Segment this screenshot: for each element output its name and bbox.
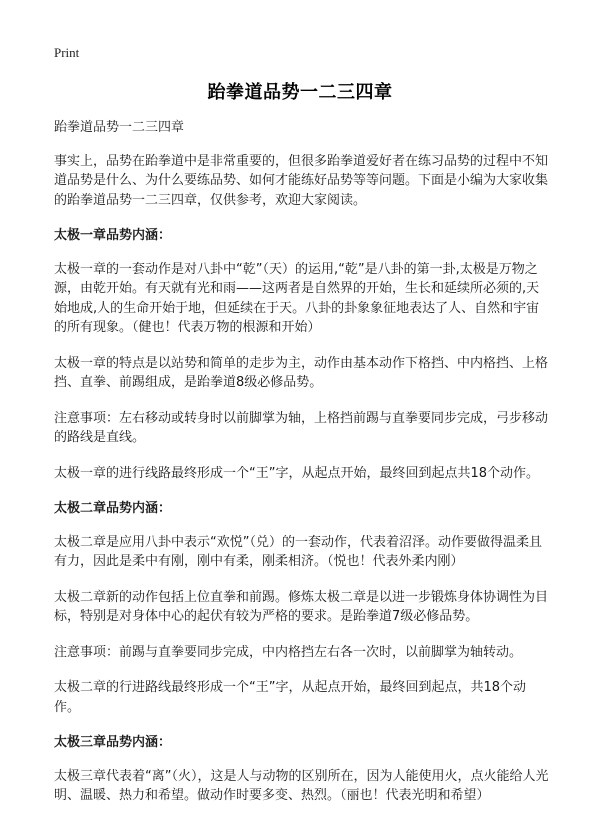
paragraph: 太极三章代表着“离”（火），这是人与动物的区别所在，因为人能使用火，点火能给人光明、温暖、热力和希望。做动作时要多变、热烈。（丽也！代表光明和希望） — [54, 768, 549, 803]
paragraph: 太极二章新的动作包括上位直拳和前踢。修炼太极二章是以进一步锻炼身体协调性为目标，特别是对身体中心的起伏有较为严格的要求。是跆拳道7级必修品势。 — [54, 589, 549, 624]
section-heading-3: 太极三章品势内涵： — [54, 735, 172, 750]
paragraph: 太极二章的行进路线最终形成一个“王”字，从起点开始，最终回到起点，共18个动作。 — [54, 680, 527, 715]
intro-paragraph: 事实上，品势在跆拳道中是非常重要的，但很多跆拳道爱好者在练习品势的过程中不知道品势是什么、为什么要练品势、如何才能练好品势等等问题。下面是小编为大家收集的跆拳道品势一二三四章，仅供参考，欢迎大家阅读。 — [54, 153, 549, 208]
paragraph: 太极二章是应用八卦中表示“欢悦”（兑）的一套动作，代表着沼泽。动作要做得温柔且有力，因此是柔中有刚，刚中有柔，刚柔相济。（悦也！代表外柔内刚） — [54, 534, 542, 569]
page-title: 跆拳道品势一二三四章 — [207, 82, 393, 103]
paragraph: 太极一章的一套动作是对八卦中“乾”（天）的运用,“乾”是八卦的第一卦,太极是万物之源，由乾开始。有天就有光和雨——这两者是自然界的开始，生长和延续所必须的,天始地成,人的生命开始于地，但延续在于天。八卦的卦象象征地表达了人、自然和宇宙的所有现象。（健也！代表万物的根源和开始） — [54, 261, 540, 335]
paragraph: 太极一章的进行线路最终形成一个“王”字，从起点开始，最终回到起点共18个动作。 — [54, 465, 540, 481]
article-subtitle: 跆拳道品势一二三四章 — [54, 120, 185, 135]
paragraph: 注意事项：左右移动或转身时以前脚掌为轴，上格挡前踢与直拳要同步完成，弓步移动的路线是直线。 — [54, 410, 549, 445]
section-heading-2: 太极二章品势内涵： — [54, 501, 172, 516]
print-link[interactable]: Print — [54, 45, 80, 60]
paragraph: 注意事项：前踢与直拳要同步完成，中内格挡左右各一次时，以前脚掌为轴转动。 — [54, 644, 523, 660]
section-heading-1: 太极一章品势内涵： — [54, 228, 172, 243]
paragraph: 太极一章的特点是以站势和简单的走步为主，动作由基本动作下格挡、中内格挡、上格挡、直拳、前踢组成，是跆拳道8级必修品势。 — [54, 355, 549, 390]
article-body — [54, 118, 550, 822]
